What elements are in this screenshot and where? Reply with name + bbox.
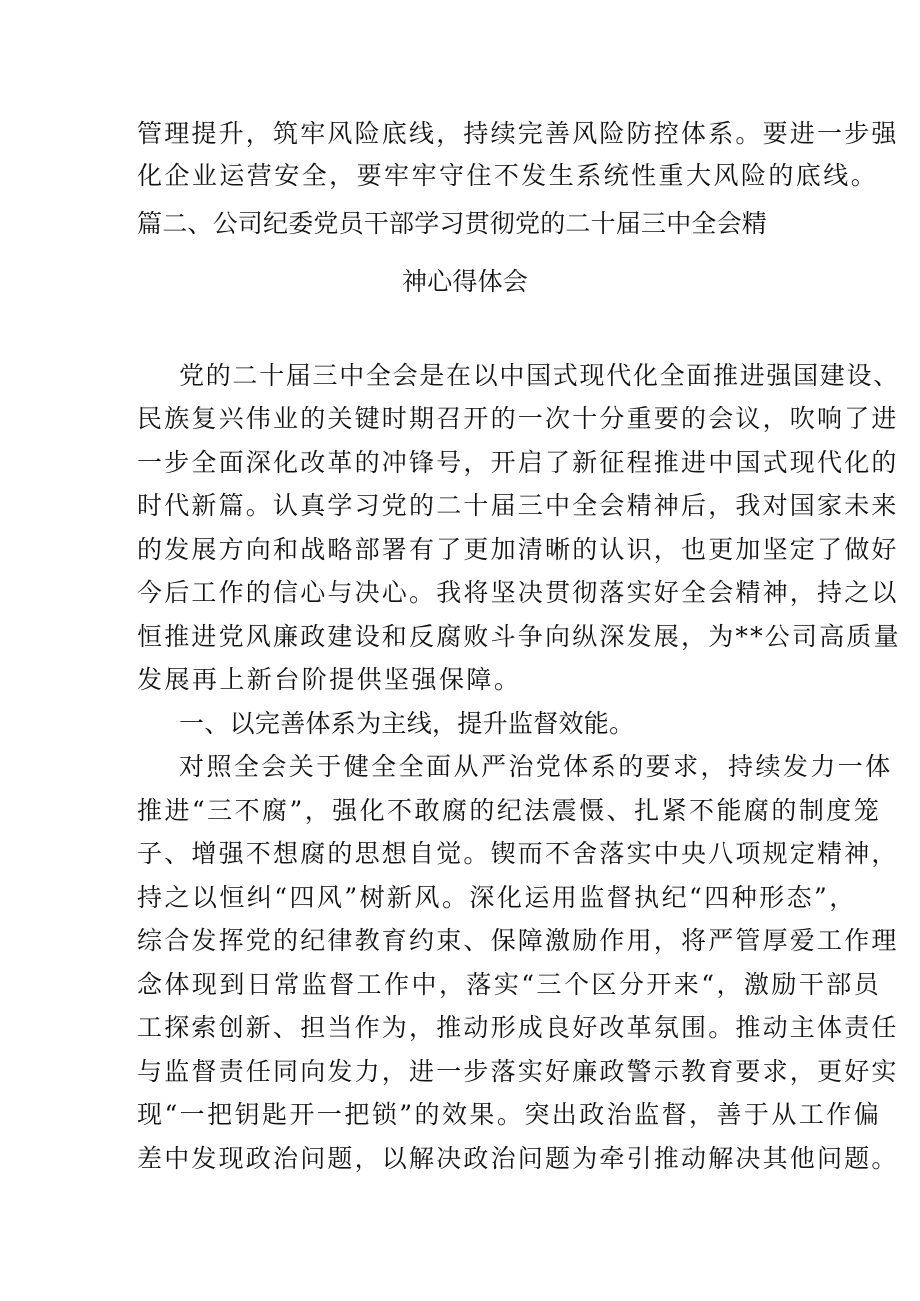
- paragraph1-line-2: 民族复兴伟业的关键时期召开的一次十分重要的会议，吹响了进: [137, 404, 899, 433]
- paragraph2-line-1: 对照全会关于健全全面从严治党体系的要求，持续发力一体: [179, 752, 893, 781]
- article-title-line-2: 神心得体会: [402, 267, 529, 296]
- paragraph1-line-1: 党的二十届三中全会是在以中国式现代化全面推进强国建设、: [179, 361, 900, 390]
- paragraph2-line-3: 子、增强不想腐的思想自觉。锲而不舍落实中央八项规定精神，: [137, 839, 899, 868]
- paragraph1-line-6: 今后工作的信心与决心。我将坚决贯彻落实好全会精神，持之以: [137, 578, 899, 607]
- paragraph1-line-4: 时代新篇。认真学习党的二十届三中全会精神后，我对国家未来: [137, 491, 899, 520]
- intro-line-2: 化企业运营安全，要牢牢守住不发生系统性重大风险的底线。: [137, 161, 879, 190]
- intro-line-1: 管理提升，筑牢风险底线，持续完善风险防控体系。要进一步强: [137, 119, 899, 148]
- paragraph1-line-5: 的发展方向和战略部署有了更加清晰的认识，也更加坚定了做好: [137, 535, 899, 564]
- paragraph1-line-3: 一步全面深化改革的冲锋号，开启了新征程推进中国式现代化的: [137, 448, 899, 477]
- paragraph1-line-8: 发展再上新台阶提供坚强保障。: [137, 665, 522, 694]
- paragraph2-line-10: 差中发现政治问题，以解决政治问题为牵引推动解决其他问题。: [137, 1144, 899, 1173]
- article-title-line-1: 篇二、公司纪委党员干部学习贯彻党的二十届三中全会精: [137, 209, 768, 238]
- paragraph2-line-5: 综合发挥党的纪律教育约束、保障激励作用，将严管厚爱工作理: [137, 926, 899, 955]
- paragraph1-line-7: 恒推进党风廉政建设和反腐败斗争向纵深发展，为**公司高质量: [137, 622, 901, 651]
- section1-heading: 一、以完善体系为主线，提升监督效能。: [179, 709, 635, 738]
- paragraph2-line-8: 与监督责任同向发力，进一步落实好廉政警示教育要求，更好实: [137, 1057, 899, 1086]
- paragraph2-line-9: 现“一把钥匙开一把锁”的效果。突出政治监督，善于从工作偏: [137, 1100, 882, 1129]
- paragraph2-line-2: 推进“三不腐”，强化不敢腐的纪法震慑、扎紧不能腐的制度笼: [137, 796, 882, 825]
- paragraph2-line-4: 持之以恒纠“四风”树新风。深化运用监督执纪“四种形态”，: [137, 883, 857, 912]
- paragraph2-line-6: 念体现到日常监督工作中，落实“三个区分开来“，激励干部员: [137, 970, 882, 999]
- paragraph2-line-7: 工探索创新、担当作为，推动形成良好改革氛围。推动主体责任: [137, 1013, 899, 1042]
